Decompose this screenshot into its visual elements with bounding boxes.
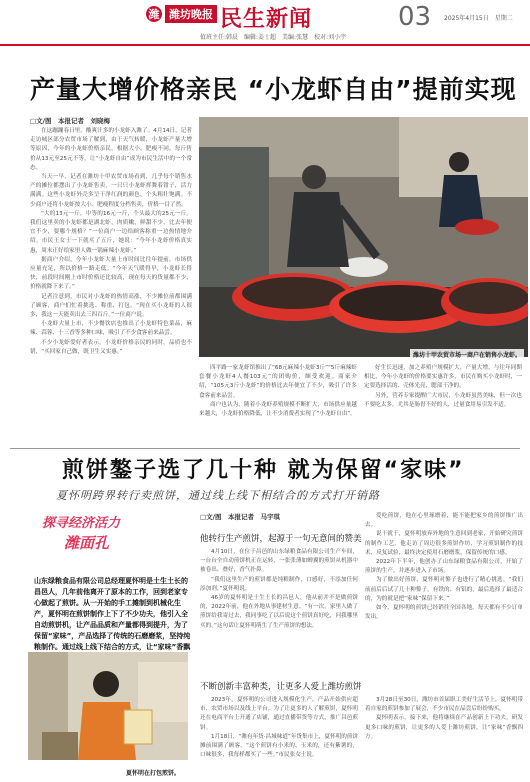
paragraph: 夏怀明表示，接下来，他将继续在产品创新上下功夫，研发更多口味的煎饼，让更多的人爱上潍坊煎饼，让“家味”香飘四方。 <box>365 715 523 740</box>
paragraph: 如今，夏怀明的煎饼已经销往全国各地，每天都有不少订单发出。 <box>365 605 523 621</box>
paragraph: 记者注意到，市民对小龙虾的热情高涨，不少摊位前都围满了顾客，商户们忙着挑选、称重、打包。“现在买小龙虾的人很多，我这一天能卖出去三四百斤。”一位商户说。 <box>30 293 192 319</box>
article1-headline: 产量大增价格亲民 “小龙虾自由”提前实现 <box>30 75 517 104</box>
paragraph: 好生长迅速，加之养殖户规模扩大，产量大增，与往年同期相比，今年小龙虾的价格要实惠许多，市民在购买小龙虾时，一定要选择活的、壳体光亮、腮部干净的。 <box>364 365 522 390</box>
paragraph: 为了做出好煎饼，夏怀明对鏊子也进行了精心挑选。“我们前前后后试了几十种鏊子，有铁的、有铝的，最后选择了最适合的，为的就是把“家味”保留下来。” <box>365 577 523 602</box>
paragraph: 3月28日至30日，潍坊市首届职工美好生活节上，夏怀明带着自家的煎饼参加了展会，不少市民在品尝后纷纷购买。 <box>365 697 523 713</box>
logo-icon: 潍 <box>146 6 162 22</box>
paragraph: 当天一早，记者在潍坊十甲农贸市场看到，几乎每个销售水产的摊位都摆出了小龙虾售卖，一只只小龙虾挥舞着钳子，活力满满。这些小龙虾外壳多呈干净红润的颜色，个头粗壮饱满。不少商户还将小龙虾按大小、肥瘦程度分档售卖，价格一目了然。 <box>30 174 192 208</box>
newspaper-name: 潍坊晚报 <box>165 5 217 23</box>
article2-byline: □文/图 本报记者 马宇琪 <box>200 513 281 521</box>
article1-photo-caption: 潍坊十甲农贸市场一商户在销售小龙虾。 <box>410 349 524 360</box>
paragraph: 小龙虾大量上市，不少餐饮店也推出了小龙虾特色菜品，麻辣、蒜蓉、十三香等多种口味，吸引了不少食客前来品尝。 <box>30 321 192 337</box>
article2-column-d <box>200 696 358 778</box>
column-badge-top: 探寻经济活力 <box>42 516 121 531</box>
paragraph: 另外，营养专家提醒广大市民，小龙虾虽然美味，但一次也不要吃太多，尤其是肠胃不好的人，过量食用易引发不适。 <box>364 392 522 408</box>
paragraph: 2022年下半年，他创办了山东绿粮食品有限公司，开始了煎饼的生产，并逐步进入了市场。 <box>365 559 523 575</box>
article2-column-b <box>365 512 523 668</box>
paragraph: 2023年，夏怀明的公司进入规模化生产，产品开始供应超市、农贸市场以及线上平台。为了让更多的人了解煎饼，夏怀明还在电商平台上开通了店铺，通过直播带货等方式，推广昌邑煎饼。 <box>200 697 358 731</box>
section-title: 民生新闻 <box>220 6 313 32</box>
newspaper-logo <box>146 5 217 23</box>
article2-headline: 煎饼鏊子选了几十种 就为保留“家味” <box>62 458 465 483</box>
section-divider <box>10 448 520 449</box>
pancake-maker-illustration <box>28 652 188 760</box>
article2-column-e <box>365 696 523 778</box>
article2-photo-caption: 夏怀明在打包煎饼。 <box>126 770 181 777</box>
column-badge <box>42 512 134 562</box>
article1-byline: □文/图 本报记者 刘晓梅 <box>30 117 111 125</box>
article1-column-4 <box>364 364 522 444</box>
article2-subheadline: 夏怀明跨界转行卖煎饼，通过线上线下相结合的方式打开销路 <box>56 489 380 502</box>
paragraph: 商户也认为，随着小龙虾养殖规模不断扩大，市场供应量越来越大，小龙虾价格降低，让不少消费者实现了“小龙虾自由”。 <box>199 401 357 418</box>
paragraph: 1月18日，“潍有年货·昌城味道”年货集市上，夏怀明的煎饼摊前围满了顾客。“这个煎饼有小米的、玉米的，还有紫薯的，口味很多，我每样都买了一些。”市民张女士说。 <box>200 733 358 759</box>
paragraph: 四平路一家龙虾馆推出了“68元麻辣小龙虾3斤”“5斤麻辣虾套餐小龙虾4人餐103元”的团购价，颇受欢迎。商家介绍，“105元3斤小龙虾”的价格比去年便宜了不少，吸引了许多食客前来品尝。 <box>199 365 357 399</box>
crayfish-market-photo <box>199 117 528 357</box>
issue-date: 2025年4月15日 星期二 <box>444 15 513 22</box>
article2-column-a <box>200 548 358 668</box>
masthead <box>0 0 530 46</box>
paragraph: 46岁的夏怀明是土生土长的昌邑人，他从前并不是做煎饼的，2022年前，他在外地从事建材生意。“有一次，家里人做了煎饼给我寄过去，我同事吃了以后说这个煎饼真好吃，问我哪里买的。”这句话让夏怀明萌生了生产煎饼的想法。 <box>200 595 358 629</box>
crayfish-market-illustration <box>199 117 528 357</box>
paragraph: “大的13元一斤，中等的16元一斤，个头最大的25元一斤。我们这里卖的小龙虾都是湖北虾，肉质嫩，鲜甜不少，比去年便宜不少，要哪个规格？”一位商户一边给顾客称重一边热情地介绍。市民王女士一下就买了五斤，她说：“今年小龙虾价格真实惠，周末正好给家里人做一锅麻辣小龙虾。” <box>30 210 192 254</box>
article1-column-1 <box>30 127 192 443</box>
article2-subtitle-2: 不断创新丰富种类，让更多人爱上潍坊煎饼 <box>200 682 362 692</box>
article2-lead: 山东绿粮食品有限公司总经理夏怀明是土生土长的昌邑人，几年前他离开了原本的工作，回到老家专心做起了煎饼。从一开始的手工摊制到机械化生产，夏怀明在煎饼制作上下了不少功夫，他引入全自动煎饼机，让产品品质和产量都得到提升，为了保留“家味”，产品选择了传统的石磨磨浆，坚持纯粮制作。通过线上线下结合的方式，让“家味”香飘 <box>34 577 191 651</box>
article1-column-3 <box>199 364 357 444</box>
paragraph: 爱吃煎饼，他在心里琢磨着，能不能把家乡的煎饼推广出去。 <box>365 513 523 529</box>
editor-credits: 值班主任:韩晨 编辑:姜士超 美编:张慧 校对:刘小宇 <box>200 34 347 41</box>
column-badge-bottom: 潍面孔 <box>64 534 110 552</box>
paragraph: 4月10日，在位于昌邑的山东绿粮食品有限公司生产车间，一台台全自动煎饼机正在运转，一张张薄如蝉翼的煎饼从机器中被卷出、叠好，香气扑鼻。 <box>200 549 358 574</box>
paragraph: 说干就干，夏怀明放弃外地的生意回到老家，开始研究煎饼的制作工艺，他走访了周边很多煎饼作坊，学习煎饼制作的技术，反复试验，最终决定使用石磨磨浆，保留传统的口感。 <box>365 531 523 556</box>
pancake-photo <box>28 652 188 760</box>
paragraph: 不少小龙虾爱好者表示，小龙虾价格亲民的同时，品质也不错，“买回家自己做，既卫生又实惠。” <box>30 339 192 355</box>
paragraph: 据商户介绍，今年小龙虾大量上市时间比往年提前，市场供应量充足，所以价格一路走低。“今年天气暖得早，小龙虾长得快，前段时间刚上市时价格还比较高，现在每天的货量都不少，价格就降下来了。” <box>30 256 192 291</box>
paragraph: 在这蹦蹦春日里，酸爽汁多的小龙虾入潍了。4月14日，记者走访城区部分农贸市场了解到，由于天气转暖，小龙虾产量大增等原因，今年的小龙虾价格亲民，根据大小、肥瘦不同，每斤售价从13元至25元不等，让“小龙虾自由”成为市民生活中的一个常态。 <box>30 128 192 171</box>
article2-subtitle-1: 他转行生产煎饼，起源于一句无意间的赞美 <box>200 534 362 544</box>
paragraph: “我们这里生产的煎饼都是纯粮制作，口感好，不添加任何添加剂。”夏怀明说。 <box>200 576 358 592</box>
page-number: 03 <box>398 2 432 32</box>
